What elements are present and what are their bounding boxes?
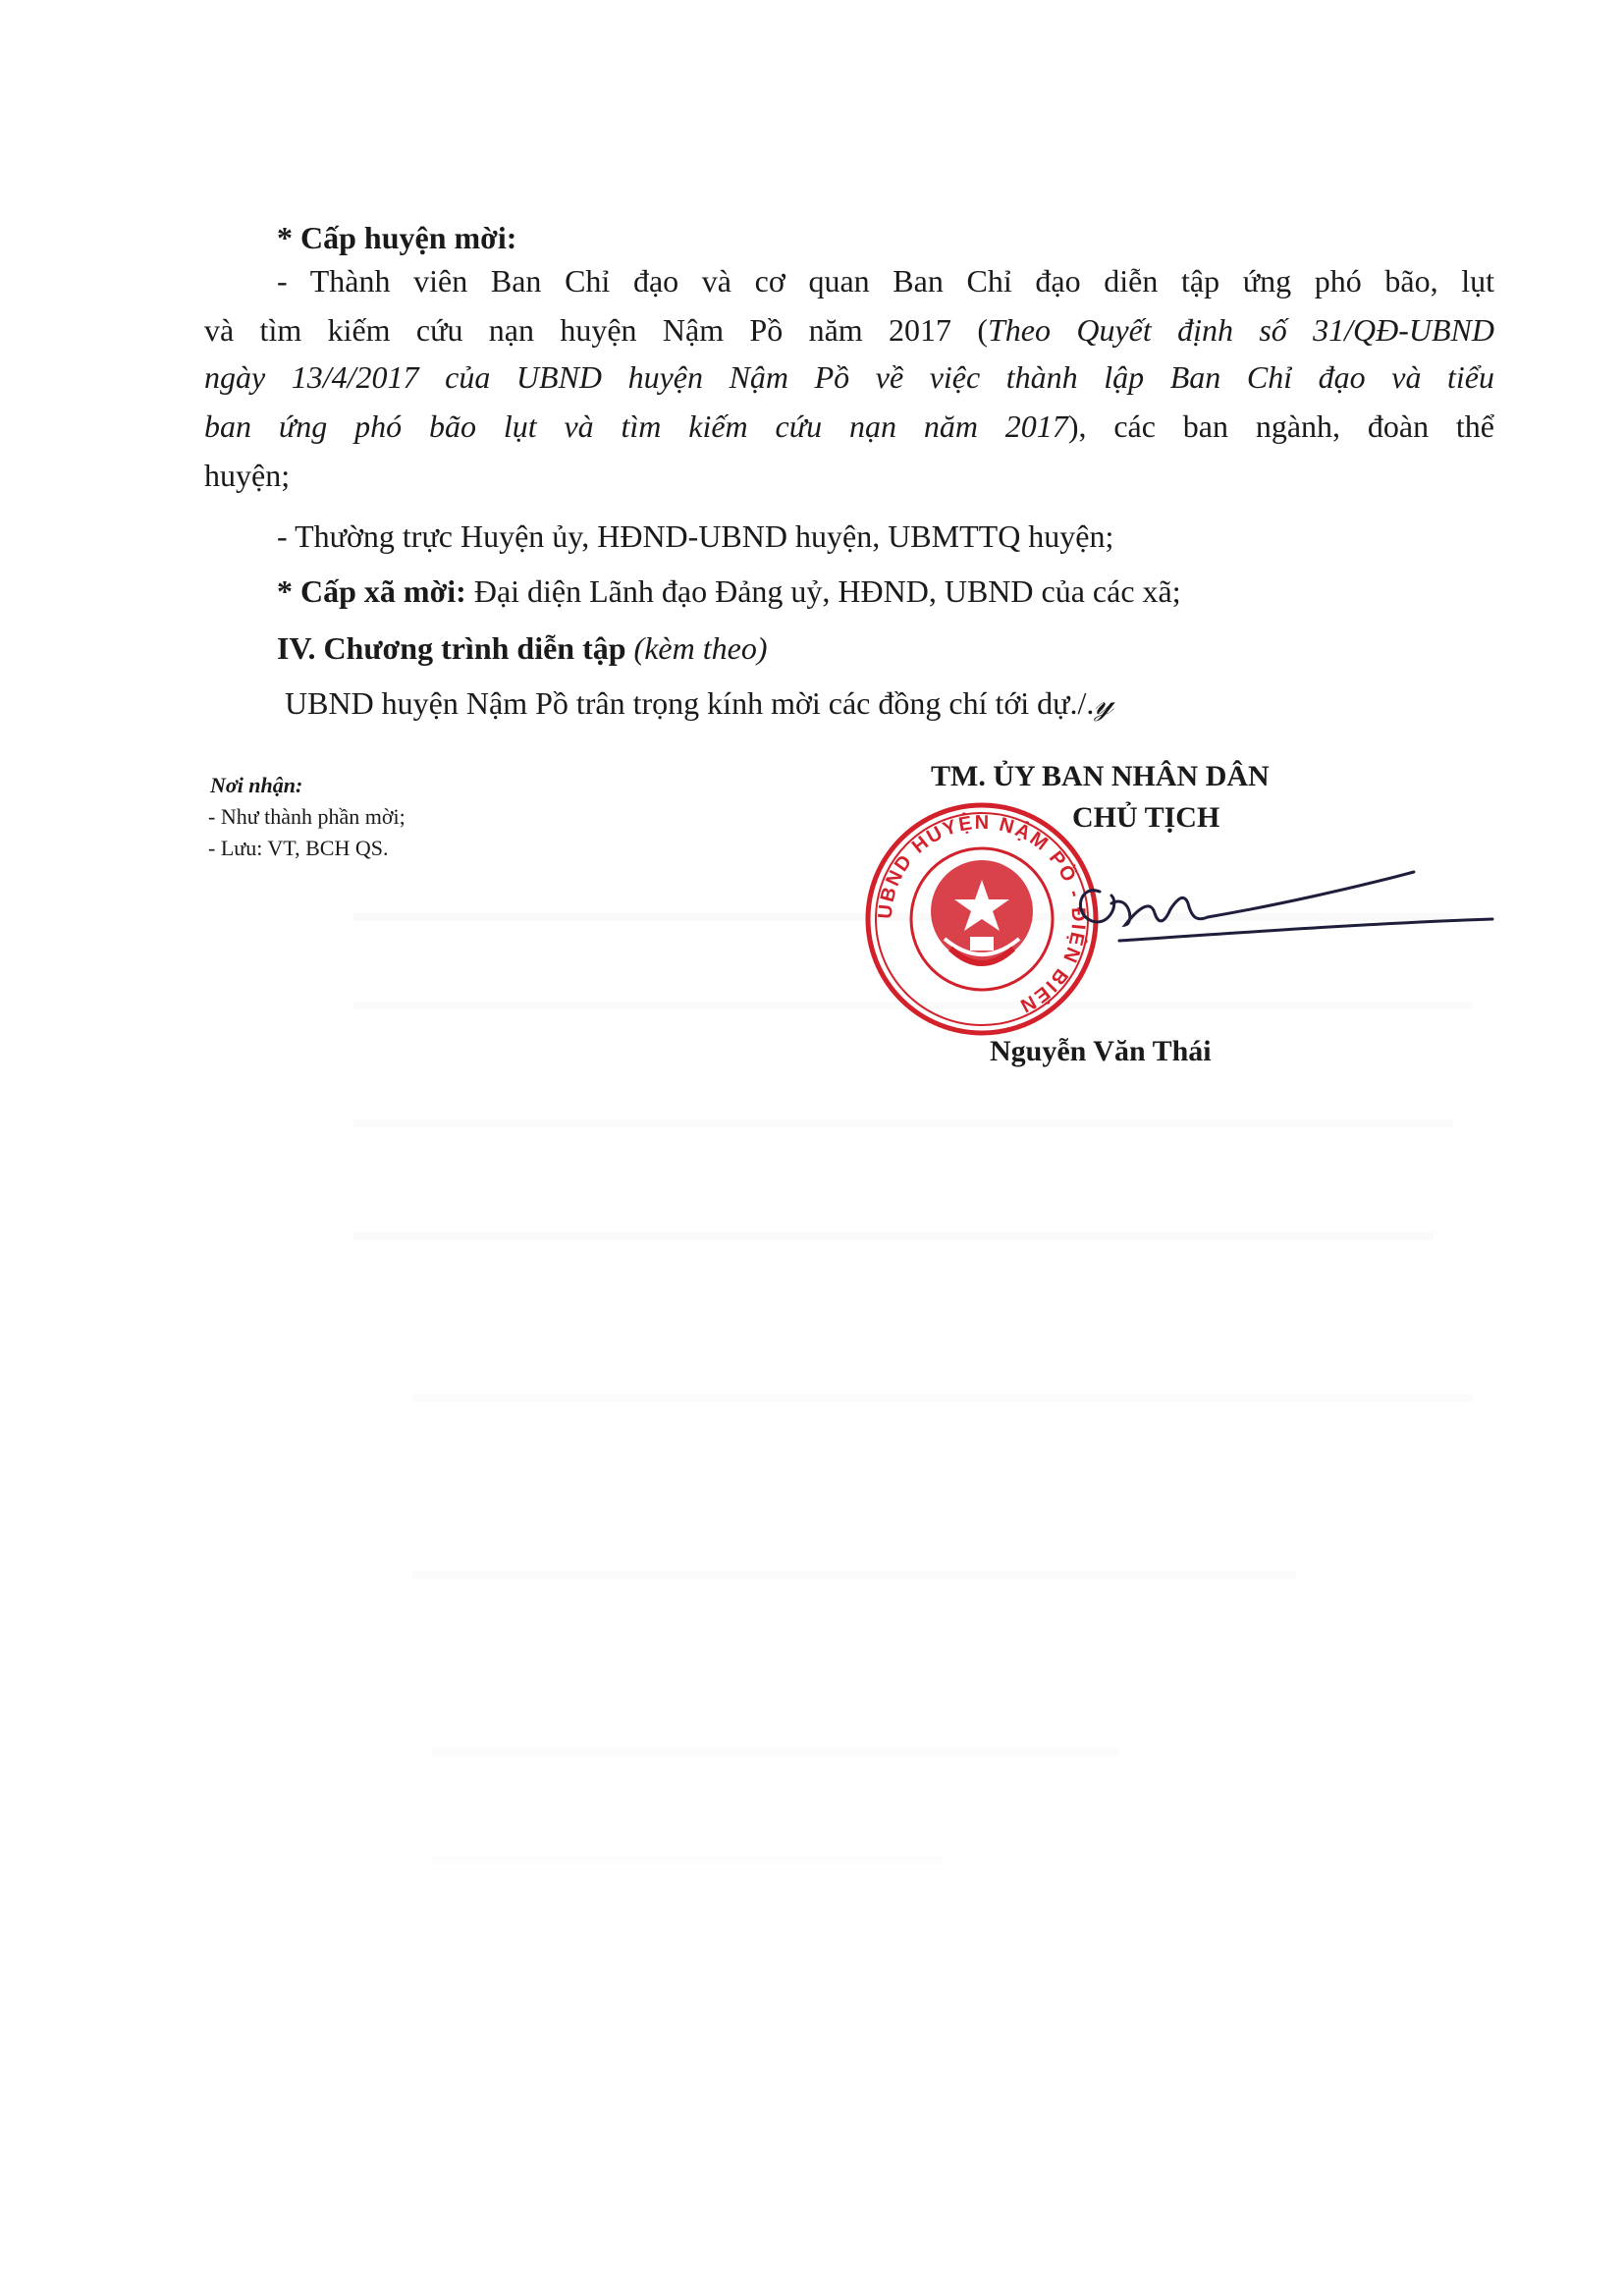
initial-mark: 𝓎 — [1094, 685, 1114, 722]
district-item1-line4 — [204, 407, 1494, 446]
closing-text: UBND huyện Nậm Pồ trân trọng kính mời các đồng chí tới dự./. — [285, 685, 1095, 721]
district-item1-line4-plain: ), các ban ngành, đoàn thể — [1067, 408, 1495, 444]
district-item1-line5: huyện; — [204, 458, 291, 493]
signature-position: CHỦ TỊCH — [1072, 801, 1220, 834]
program-heading: IV. Chương trình diễn tập — [277, 630, 626, 666]
seal-outer-text: UBND HUYỆN NẬM PỒ - ĐIỆN BIÊN — [874, 811, 1090, 1018]
recipients-heading: Nơi nhận: — [210, 773, 303, 797]
bleed-through-band-7 — [432, 1748, 1119, 1756]
program-note: (kèm theo) — [633, 630, 768, 666]
commune-invite-label: * Cấp xã mời: — [277, 573, 466, 609]
district-invite-heading: * Cấp huyện mời: — [277, 220, 517, 255]
district-item1-line4-italic: ban ứng phó bão lụt và tìm kiếm cứu nạn năm 2017 — [204, 408, 1068, 444]
bleed-through-band-8 — [432, 1856, 943, 1864]
commune-invite-text: Đại diện Lãnh đạo Đảng uỷ, HĐND, UBND của các xã; — [465, 573, 1181, 609]
district-item2: - Thường trực Huyện ủy, HĐND-UBND huyện, UBMTTQ huyện; — [277, 518, 1114, 554]
district-item1-line3: ngày 13/4/2017 của UBND huyện Nậm Pồ về việc thành lập Ban Chỉ đạo và tiểu — [204, 359, 1494, 395]
commune-invite — [277, 571, 1181, 611]
program-line — [277, 628, 767, 668]
bleed-through-band-4 — [353, 1232, 1434, 1240]
district-item1-line2 — [204, 310, 1494, 350]
recipients-item: - Như thành phần mời; — [208, 804, 406, 829]
closing-line — [285, 683, 1113, 724]
district-item1-line1: - Thành viên Ban Chỉ đạo và cơ quan Ban Chỉ đạo diễn tập ứng phó bão, lụt — [277, 263, 1494, 299]
signature-on-behalf: TM. ỦY BAN NHÂN DÂN — [931, 760, 1270, 792]
recipients-item: - Lưu: VT, BCH QS. — [208, 836, 389, 860]
district-item1-line2-plain: và tìm kiếm cứu nạn huyện Nậm Pồ năm 2017 ( — [204, 312, 988, 348]
bleed-through-band-6 — [412, 1571, 1296, 1579]
bleed-through-band-5 — [412, 1394, 1473, 1402]
bleed-through-band-3 — [353, 1119, 1453, 1127]
signer-name: Nguyễn Văn Thái — [990, 1035, 1212, 1067]
district-item1-line2-italic: Theo Quyết định số 31/QĐ-UBND — [988, 312, 1494, 348]
handwritten-signature — [982, 864, 1512, 982]
